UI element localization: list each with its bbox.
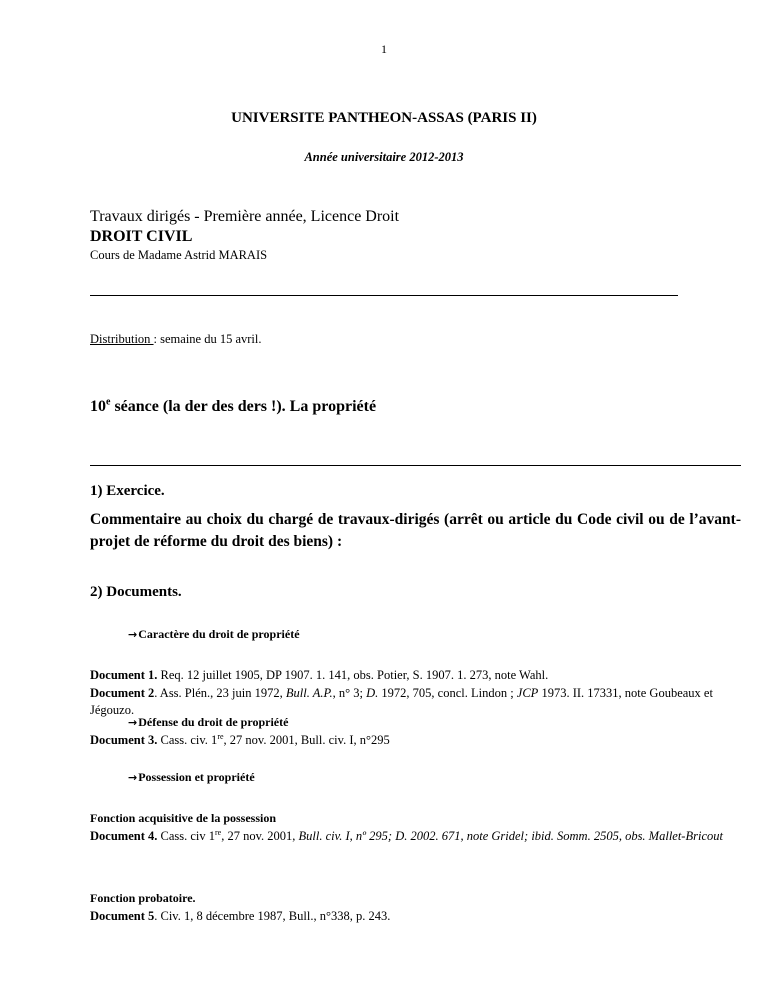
page-number: 1 bbox=[381, 42, 387, 56]
document-reference: Cass. civ. 1 bbox=[157, 733, 218, 747]
exercise-text: Commentaire au choix du chargé de travaux-dirigés (arrêt ou article du Code civil ou de l’avant-projet de réforme du droit des biens) : bbox=[90, 511, 741, 550]
document-entry bbox=[90, 908, 741, 925]
course-title: Travaux dirigés - Première année, Licence Droit bbox=[90, 208, 400, 225]
document-reference: Req. 12 juillet 1905, DP 1907. 1. 141, obs. Potier, S. 1907. 1. 273, note Wahl. bbox=[157, 668, 549, 682]
document-entry bbox=[90, 828, 741, 845]
university-title: UNIVERSITE PANTHEON-ASSAS (PARIS II) bbox=[231, 110, 537, 126]
divider-line bbox=[90, 465, 741, 466]
subsection-heading: Fonction acquisitive de la possession bbox=[90, 811, 277, 825]
document-entry bbox=[90, 685, 741, 719]
document-reference-sup: re bbox=[217, 731, 224, 741]
document-label: Document 2 bbox=[90, 686, 155, 700]
document-label: Document 1. bbox=[90, 668, 158, 682]
seance-title bbox=[90, 398, 376, 416]
document-reference: , 27 nov. 2001, Bull. civ. I, n°295 bbox=[223, 733, 390, 747]
right-arrow-icon: → bbox=[128, 771, 138, 784]
distribution-text: : semaine du 15 avril. bbox=[153, 332, 262, 346]
document-label: Document 5 bbox=[90, 909, 155, 923]
document-reference: , 27 nov. 2001, bbox=[221, 829, 299, 843]
document-reference: 1973. II. 17331, note Goubeaux et Jégouzo. bbox=[90, 686, 713, 717]
documents-heading: 2) Documents. bbox=[90, 584, 182, 600]
section-title: Défense du droit de propriété bbox=[138, 715, 289, 729]
section-heading bbox=[128, 627, 300, 642]
document-reference: Cass. civ 1 bbox=[157, 829, 215, 843]
document-reference: , n° 3; bbox=[332, 686, 367, 700]
document-reference: . Ass. Plén., 23 juin 1972, bbox=[154, 686, 286, 700]
subsection-heading: Fonction probatoire. bbox=[90, 891, 196, 905]
document-reference-italic: Bull. A.P. bbox=[285, 686, 333, 700]
right-arrow-icon: → bbox=[128, 628, 138, 641]
seance-number-suffix: e bbox=[106, 396, 111, 408]
seance-title-text: séance (la der des ders !). La propriété bbox=[110, 398, 377, 415]
document-reference-sup: re bbox=[215, 827, 222, 837]
document-entry bbox=[90, 667, 741, 684]
document-reference-italic: JCP bbox=[516, 686, 539, 700]
section-title: Caractère du droit de propriété bbox=[138, 627, 300, 641]
right-arrow-icon: → bbox=[128, 716, 138, 729]
distribution-label: Distribution bbox=[90, 332, 154, 346]
distribution-line bbox=[90, 332, 262, 347]
document-reference: . Civ. 1, 8 décembre 1987, Bull., n°338, p. 243. bbox=[154, 909, 391, 923]
divider-line bbox=[90, 295, 678, 296]
document-label: Document 3. bbox=[90, 733, 158, 747]
document-reference-italic: D. bbox=[366, 686, 379, 700]
document-label: Document 4. bbox=[90, 829, 158, 843]
seance-number: 10 bbox=[90, 398, 106, 415]
section-title: Possession et propriété bbox=[138, 770, 255, 784]
course-subject: DROIT CIVIL bbox=[90, 228, 193, 245]
document-reference-italic: Bull. civ. I, nº 295; D. 2002. 671, note Gridel; ibid. Somm. 2505, obs. Mallet-Bricout bbox=[298, 829, 723, 843]
course-professor: Cours de Madame Astrid MARAIS bbox=[90, 248, 268, 262]
academic-year: Année universitaire 2012-2013 bbox=[304, 150, 464, 164]
exercise-heading: 1) Exercice. bbox=[90, 483, 165, 499]
section-heading bbox=[128, 715, 288, 730]
document-reference: 1972, 705, concl. Lindon ; bbox=[378, 686, 517, 700]
section-heading bbox=[128, 770, 255, 785]
document-entry bbox=[90, 732, 741, 749]
